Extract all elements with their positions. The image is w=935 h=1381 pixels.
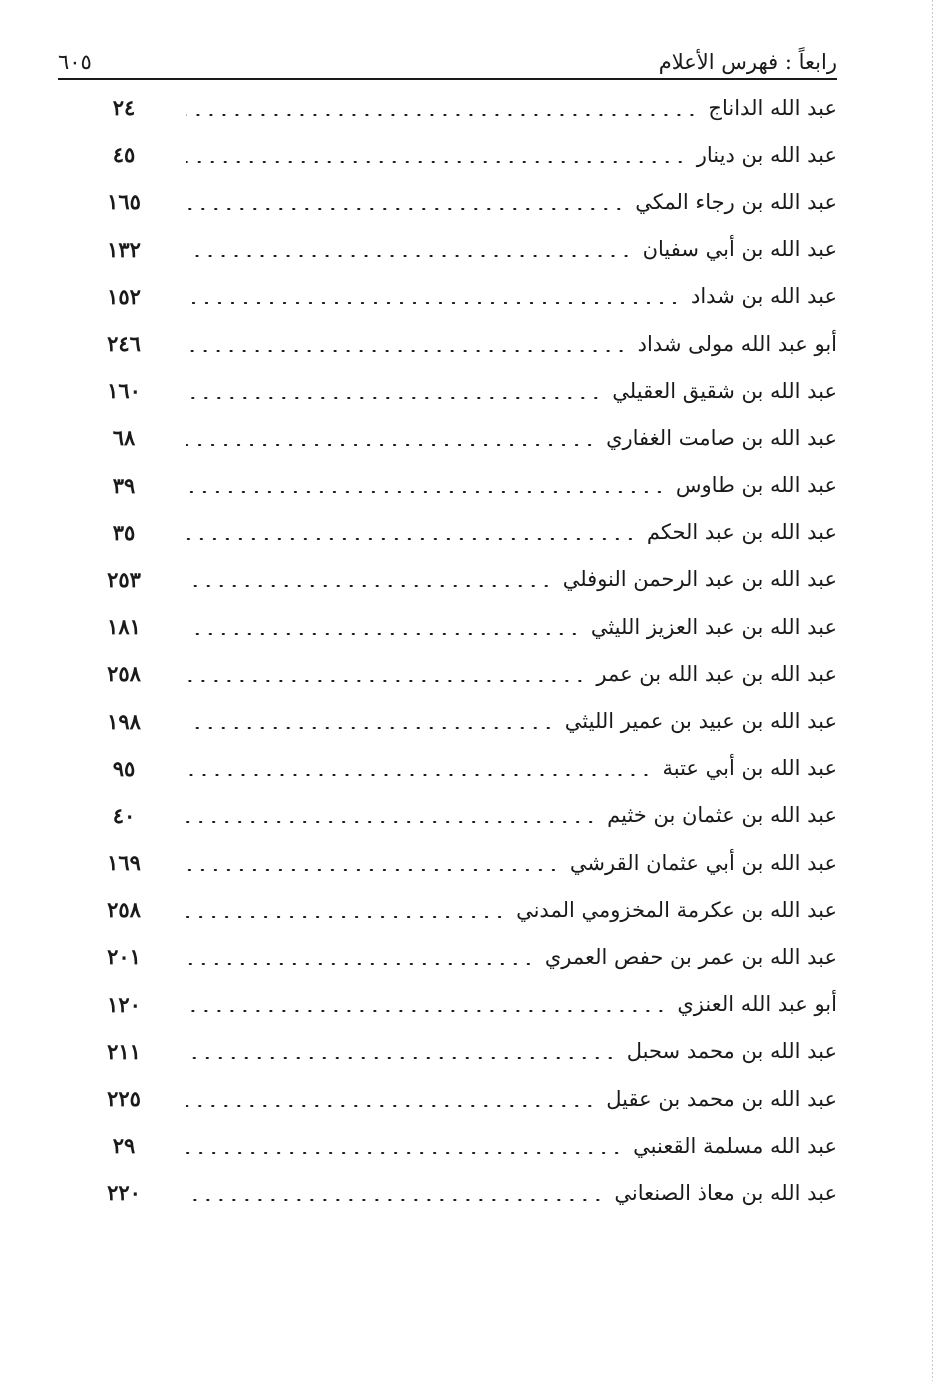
index-entry (98, 414, 837, 461)
index-entry (98, 556, 837, 603)
entry-page-number: ٣٥ (112, 519, 136, 545)
header-rule (58, 78, 837, 80)
entry-page-number: ٢٢٥ (107, 1086, 141, 1112)
scan-margin-line (932, 0, 933, 1381)
leader-dots (186, 585, 553, 587)
entry-name: عبد الله بن شقيق العقيلي (612, 378, 837, 403)
entry-page-number: ٢٩ (112, 1133, 136, 1159)
entry-page-number: ٢٥٨ (107, 897, 141, 923)
entry-page-number: ١٣٢ (107, 236, 141, 262)
index-entry (98, 603, 837, 650)
leader-dots (186, 821, 597, 823)
entry-page-number: ٢٤٦ (107, 331, 141, 357)
leader-dots (186, 963, 535, 965)
index-entry (98, 792, 837, 839)
leader-dots (186, 774, 652, 776)
entry-name: عبد الله بن عبد الرحمن النوفلي (562, 567, 837, 592)
leader-dots (186, 869, 560, 871)
leader-dots (186, 397, 602, 399)
entry-page-number: ٢٢٠ (107, 1180, 141, 1206)
index-entry (98, 273, 837, 320)
index-entry (98, 1169, 837, 1216)
index-entry (98, 1028, 837, 1075)
running-header (58, 34, 837, 74)
entry-page-number: ٢٥٣ (107, 566, 141, 592)
leader-dots (186, 350, 628, 352)
leader-dots (186, 161, 687, 163)
leader-dots (186, 114, 698, 116)
index-entry (98, 367, 837, 414)
entry-name: عبد الله بن طاوس (675, 473, 837, 498)
index-entry (98, 1122, 837, 1169)
entry-page-number: ٢٥٨ (107, 661, 141, 687)
entry-page-number: ١٦٥ (107, 189, 141, 215)
index-entry (98, 320, 837, 367)
index-entry (98, 178, 837, 225)
entry-name: عبد الله مسلمة القعنبي (633, 1133, 837, 1158)
entry-name: عبد الله بن معاذ الصنعاني (614, 1180, 837, 1205)
entry-name: عبد الله بن عبد الحكم (646, 520, 837, 545)
entry-name: عبد الله الداناج (708, 95, 837, 120)
entry-page-number: ١٦٩ (107, 850, 141, 876)
entry-name: عبد الله بن دينار (696, 142, 837, 167)
leader-dots (186, 302, 681, 304)
entry-page-number: ١٩٨ (107, 708, 141, 734)
entry-page-number: ٩٥ (112, 755, 136, 781)
leader-dots (186, 633, 581, 635)
entry-name: عبد الله بن أبي عتبة (662, 756, 837, 781)
index-entry (98, 84, 837, 131)
index-entry (98, 1075, 837, 1122)
index-entry (98, 509, 837, 556)
leader-dots (186, 727, 555, 729)
page-number: ٦٠٥ (58, 50, 92, 74)
index-entry (98, 933, 837, 980)
entry-name: عبد الله بن عبيد بن عمير الليثي (564, 709, 837, 734)
leader-dots (186, 1199, 604, 1201)
leader-dots (186, 444, 596, 446)
entry-name: عبد الله بن محمد بن عقيل (606, 1086, 837, 1111)
entry-name: عبد الله بن أبي سفيان (642, 237, 837, 262)
entry-page-number: ٢١١ (107, 1038, 141, 1064)
entry-name: عبد الله بن رجاء المكي (635, 189, 837, 214)
entry-name: عبد الله بن عبد الله بن عمر (596, 661, 837, 686)
entry-name: عبد الله بن عبد العزيز الليثي (590, 614, 837, 639)
entry-name: عبد الله بن عكرمة المخزومي المدني (516, 897, 837, 922)
leader-dots (186, 538, 637, 540)
entry-name: أبو عبد الله العنزي (677, 992, 837, 1017)
index-entry (98, 650, 837, 697)
leader-dots (186, 491, 666, 493)
entry-name: عبد الله بن عمر بن حفص العمري (544, 944, 837, 969)
index-entry (98, 131, 837, 178)
leader-dots (186, 1057, 617, 1059)
index-entry (98, 839, 837, 886)
index-entry (98, 462, 837, 509)
leader-dots (186, 255, 633, 257)
entry-page-number: ٣٩ (112, 472, 136, 498)
entry-name: عبد الله بن شداد (691, 284, 837, 309)
entry-page-number: ٦٨ (112, 425, 136, 451)
leader-dots (186, 680, 586, 682)
entry-page-number: ٢٤ (112, 95, 136, 121)
index-entry (98, 981, 837, 1028)
entry-name: أبو عبد الله مولى شداد (637, 331, 837, 356)
index-entry (98, 697, 837, 744)
index-entry (98, 226, 837, 273)
index-entry (98, 745, 837, 792)
entry-page-number: ١٦٠ (107, 378, 141, 404)
leader-dots (186, 1010, 667, 1012)
entry-name: عبد الله بن عثمان بن خثيم (607, 803, 837, 828)
entry-name: عبد الله بن محمد سحبل (626, 1039, 837, 1064)
entry-page-number: ١٨١ (107, 614, 141, 640)
entry-page-number: ١٥٢ (107, 283, 141, 309)
entry-page-number: ٤٥ (112, 142, 136, 168)
section-title: رابعاً : فهرس الأعلام (658, 50, 837, 74)
entry-page-number: ١٢٠ (107, 991, 141, 1017)
entry-page-number: ٢٠١ (107, 944, 141, 970)
entry-page-number: ٤٠ (112, 802, 136, 828)
leader-dots (186, 1152, 623, 1154)
leader-dots (186, 916, 506, 918)
entry-name: عبد الله بن صامت الغفاري (606, 425, 837, 450)
leader-dots (186, 208, 625, 210)
entry-name: عبد الله بن أبي عثمان القرشي (569, 850, 837, 875)
index-entries (98, 84, 837, 1217)
leader-dots (186, 1105, 596, 1107)
index-entry (98, 886, 837, 933)
